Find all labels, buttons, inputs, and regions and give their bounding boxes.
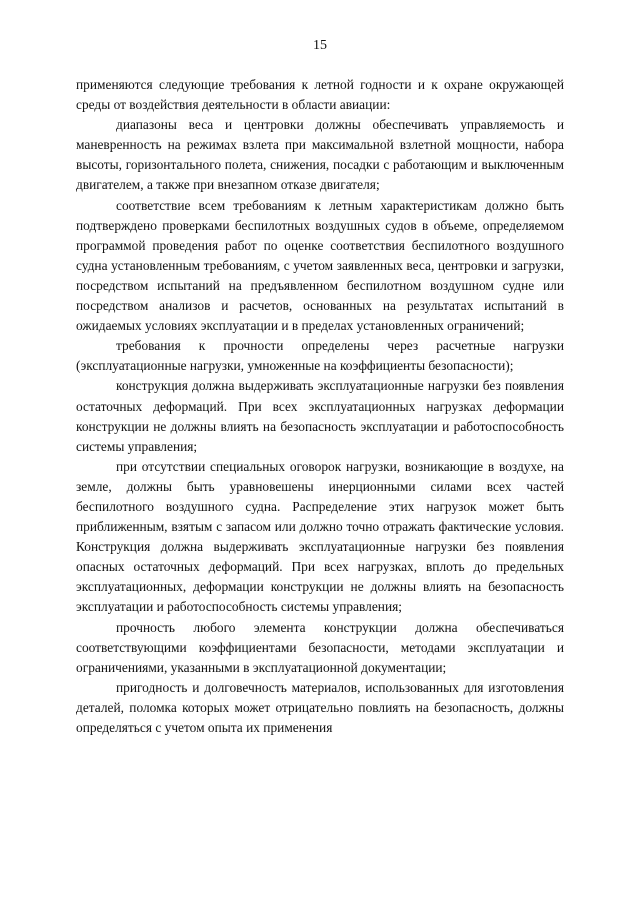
paragraph-strength-requirements: требования к прочности определены через расчетные нагрузки (эксплуатационные нагрузки, умноженные на коэффициенты безопасности);	[76, 338, 564, 374]
paragraph-intro: применяются следующие требования к летной годности и к охране окружающей среды от воздействия деятельности в области авиации:	[76, 77, 564, 113]
paragraph-element-strength: прочность любого элемента конструкции должна обеспечиваться соответствующими коэффициентами безопасности, методами эксплуатации и ограничениями, указанными в эксплуатационной документации;	[76, 619, 564, 675]
paragraph-weight-balance: диапазоны веса и центровки должны обеспечивать управляемость и маневренность на режимах взлета при максимальной взлетной мощности, набора высоты, горизонтального полета, снижения, посадки с работающим и выключенным двигателем, а также при внезапном отказе двигателя;	[76, 117, 564, 193]
body-text	[76, 75, 564, 738]
paragraph-flight-characteristics: соответствие всем требованиям к летным характеристикам должно быть подтверждено проверками беспилотных воздушных судов в объеме, определяемом программой проведения работ по оценке соответствия беспилотного воздушного судна установленным требованиям, с учетом заявленных веса, центровки и загрузки, посредством испытаний на предъявленном беспилотном воздушном судне или посредством анализов и расчетов, основанных на результатах испытаний в ожидаемых условиях эксплуатации и в пределах установленных ограничений;	[76, 197, 564, 334]
paragraph-load-balance: при отсутствии специальных оговорок нагрузки, возникающие в воздухе, на земле, должны быть уравновешены инерционными силами всех частей беспилотного воздушного судна. Распределение этих нагрузок может быть приближенным, взятым с запасом или должно точно отражать фактические условия. Конструкция должна выдерживать эксплуатационные нагрузки без появления опасных остаточных деформаций. При всех нагрузках, вплоть до предельных эксплуатационных, деформации конструкции не должны влиять на безопасность эксплуатации и работоспособность системы управления;	[76, 458, 564, 615]
paragraph-structure-loads: конструкция должна выдерживать эксплуатационные нагрузки без появления остаточных деформаций. При всех эксплуатационных нагрузках деформации конструкции не должны влиять на безопасность эксплуатации и работоспособность системы управления;	[76, 378, 564, 454]
paragraph-material-durability: пригодность и долговечность материалов, использованных для изготовления деталей, поломка которых может отрицательно повлиять на безопасность, должны определяться с учетом опыта их применения	[76, 679, 564, 735]
page-number: 15	[313, 38, 327, 53]
